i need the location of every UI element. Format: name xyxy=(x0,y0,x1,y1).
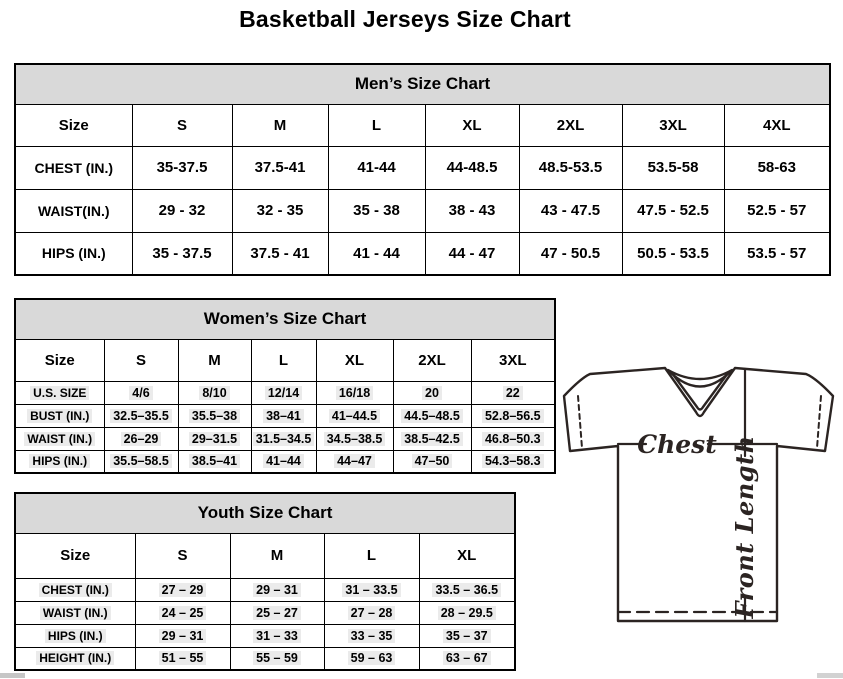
size-label-cell: Size xyxy=(15,339,104,381)
size-column-header: L xyxy=(251,339,316,381)
youth-size-chart-table xyxy=(14,492,516,671)
measurement-value-cell: 48.5-53.5 xyxy=(519,146,622,189)
measurement-value-cell: 8/10 xyxy=(178,381,251,404)
measurement-row xyxy=(15,601,515,624)
measurement-value-cell: 28 – 29.5 xyxy=(419,601,515,624)
measurement-value-cell: 41-44 xyxy=(328,146,425,189)
measurement-value-cell: 4/6 xyxy=(104,381,178,404)
measurement-value-cell: 50.5 - 53.5 xyxy=(622,232,724,275)
measurement-value-cell: 35-37.5 xyxy=(132,146,232,189)
measurement-value-cell: 52.5 - 57 xyxy=(724,189,830,232)
measurement-value-cell: 29–31.5 xyxy=(178,427,251,450)
measurement-value-cell: 63 – 67 xyxy=(419,647,515,670)
measurement-value-cell: 35.5–38 xyxy=(178,404,251,427)
measurement-value-cell: 44-48.5 xyxy=(425,146,519,189)
size-column-header: M xyxy=(232,104,328,146)
size-column-header: 2XL xyxy=(393,339,471,381)
measurement-row xyxy=(15,146,830,189)
measurement-value-cell: 37.5 - 41 xyxy=(232,232,328,275)
table-title: Youth Size Chart xyxy=(15,493,515,533)
measurement-value-cell: 27 – 29 xyxy=(135,578,230,601)
table-title-row xyxy=(15,493,515,533)
size-column-header: 3XL xyxy=(622,104,724,146)
measurement-value-cell: 51 – 55 xyxy=(135,647,230,670)
measurement-value-cell: 31 – 33.5 xyxy=(324,578,419,601)
size-column-header: L xyxy=(328,104,425,146)
womens-size-chart-table xyxy=(14,298,556,474)
measurement-value-cell: 59 – 63 xyxy=(324,647,419,670)
table-body xyxy=(15,146,830,275)
measurement-value-cell: 41 - 44 xyxy=(328,232,425,275)
row-label: BUST (IN.) xyxy=(15,404,104,427)
measurement-value-cell: 26–29 xyxy=(104,427,178,450)
size-label-cell: Size xyxy=(15,533,135,578)
table-title-row xyxy=(15,299,555,339)
measurement-value-cell: 46.8–50.3 xyxy=(471,427,555,450)
measurement-value-cell: 35 - 37.5 xyxy=(132,232,232,275)
measurement-value-cell: 44–47 xyxy=(316,450,393,473)
bottom-left-artifact xyxy=(0,673,25,678)
measurement-value-cell: 53.5-58 xyxy=(622,146,724,189)
row-label: WAIST (IN.) xyxy=(15,601,135,624)
measurement-value-cell: 29 – 31 xyxy=(230,578,324,601)
jersey-measurement-diagram xyxy=(556,356,843,626)
row-label: HEIGHT (IN.) xyxy=(15,647,135,670)
measurement-value-cell: 38.5–41 xyxy=(178,450,251,473)
size-column-header: L xyxy=(324,533,419,578)
front-length-label: Front Length xyxy=(730,435,759,619)
measurement-value-cell: 37.5-41 xyxy=(232,146,328,189)
measurement-value-cell: 38 - 43 xyxy=(425,189,519,232)
measurement-row xyxy=(15,232,830,275)
measurement-value-cell: 16/18 xyxy=(316,381,393,404)
measurement-value-cell: 33.5 – 36.5 xyxy=(419,578,515,601)
measurement-row xyxy=(15,189,830,232)
page-title: Basketball Jerseys Size Chart xyxy=(239,6,571,32)
size-header-row xyxy=(15,533,515,578)
row-label: HIPS (IN.) xyxy=(15,624,135,647)
measurement-value-cell: 24 – 25 xyxy=(135,601,230,624)
chest-label: Chest xyxy=(637,430,717,459)
measurement-value-cell: 12/14 xyxy=(251,381,316,404)
size-label-cell: Size xyxy=(15,104,132,146)
measurement-value-cell: 44.5–48.5 xyxy=(393,404,471,427)
size-column-header: XL xyxy=(316,339,393,381)
size-column-header: XL xyxy=(425,104,519,146)
measurement-value-cell: 35.5–58.5 xyxy=(104,450,178,473)
measurement-value-cell: 27 – 28 xyxy=(324,601,419,624)
measurement-value-cell: 58-63 xyxy=(724,146,830,189)
measurement-value-cell: 20 xyxy=(393,381,471,404)
table-body xyxy=(15,381,555,473)
measurement-row xyxy=(15,381,555,404)
measurement-value-cell: 35 - 38 xyxy=(328,189,425,232)
size-column-header: M xyxy=(230,533,324,578)
table-title-row xyxy=(15,64,830,104)
measurement-value-cell: 29 – 31 xyxy=(135,624,230,647)
table-title: Women’s Size Chart xyxy=(15,299,555,339)
measurement-value-cell: 38–41 xyxy=(251,404,316,427)
row-label: CHEST (IN.) xyxy=(15,578,135,601)
measurement-value-cell: 41–44.5 xyxy=(316,404,393,427)
mens-size-chart-table xyxy=(14,63,831,276)
size-column-header: S xyxy=(135,533,230,578)
jersey-outline xyxy=(564,368,833,621)
measurement-row xyxy=(15,404,555,427)
measurement-value-cell: 54.3–58.3 xyxy=(471,450,555,473)
size-column-header: XL xyxy=(419,533,515,578)
measurement-value-cell: 29 - 32 xyxy=(132,189,232,232)
table-title: Men’s Size Chart xyxy=(15,64,830,104)
measurement-value-cell: 41–44 xyxy=(251,450,316,473)
size-column-header: 3XL xyxy=(471,339,555,381)
measurement-value-cell: 25 – 27 xyxy=(230,601,324,624)
measurement-row xyxy=(15,427,555,450)
row-label: CHEST (IN.) xyxy=(15,146,132,189)
table-body xyxy=(15,578,515,670)
size-column-header: 4XL xyxy=(724,104,830,146)
size-column-header: S xyxy=(132,104,232,146)
measurement-value-cell: 31.5–34.5 xyxy=(251,427,316,450)
row-label: WAIST(IN.) xyxy=(15,189,132,232)
measurement-row xyxy=(15,624,515,647)
measurement-value-cell: 47–50 xyxy=(393,450,471,473)
measurement-row xyxy=(15,578,515,601)
measurement-value-cell: 47 - 50.5 xyxy=(519,232,622,275)
measurement-value-cell: 52.8–56.5 xyxy=(471,404,555,427)
measurement-value-cell: 35 – 37 xyxy=(419,624,515,647)
row-label: U.S. SIZE xyxy=(15,381,104,404)
measurement-value-cell: 32.5–35.5 xyxy=(104,404,178,427)
measurement-value-cell: 43 - 47.5 xyxy=(519,189,622,232)
measurement-value-cell: 34.5–38.5 xyxy=(316,427,393,450)
size-column-header: S xyxy=(104,339,178,381)
measurement-value-cell: 31 – 33 xyxy=(230,624,324,647)
row-label: WAIST (IN.) xyxy=(15,427,104,450)
row-label: HIPS (IN.) xyxy=(15,232,132,275)
row-label: HIPS (IN.) xyxy=(15,450,104,473)
measurement-value-cell: 22 xyxy=(471,381,555,404)
measurement-value-cell: 38.5–42.5 xyxy=(393,427,471,450)
size-header-row xyxy=(15,339,555,381)
size-header-row xyxy=(15,104,830,146)
measurement-value-cell: 55 – 59 xyxy=(230,647,324,670)
measurement-value-cell: 44 - 47 xyxy=(425,232,519,275)
bottom-right-artifact xyxy=(817,673,843,678)
measurement-value-cell: 53.5 - 57 xyxy=(724,232,830,275)
measurement-value-cell: 47.5 - 52.5 xyxy=(622,189,724,232)
measurement-row xyxy=(15,647,515,670)
measurement-value-cell: 32 - 35 xyxy=(232,189,328,232)
measurement-value-cell: 33 – 35 xyxy=(324,624,419,647)
size-column-header: 2XL xyxy=(519,104,622,146)
measurement-row xyxy=(15,450,555,473)
size-column-header: M xyxy=(178,339,251,381)
